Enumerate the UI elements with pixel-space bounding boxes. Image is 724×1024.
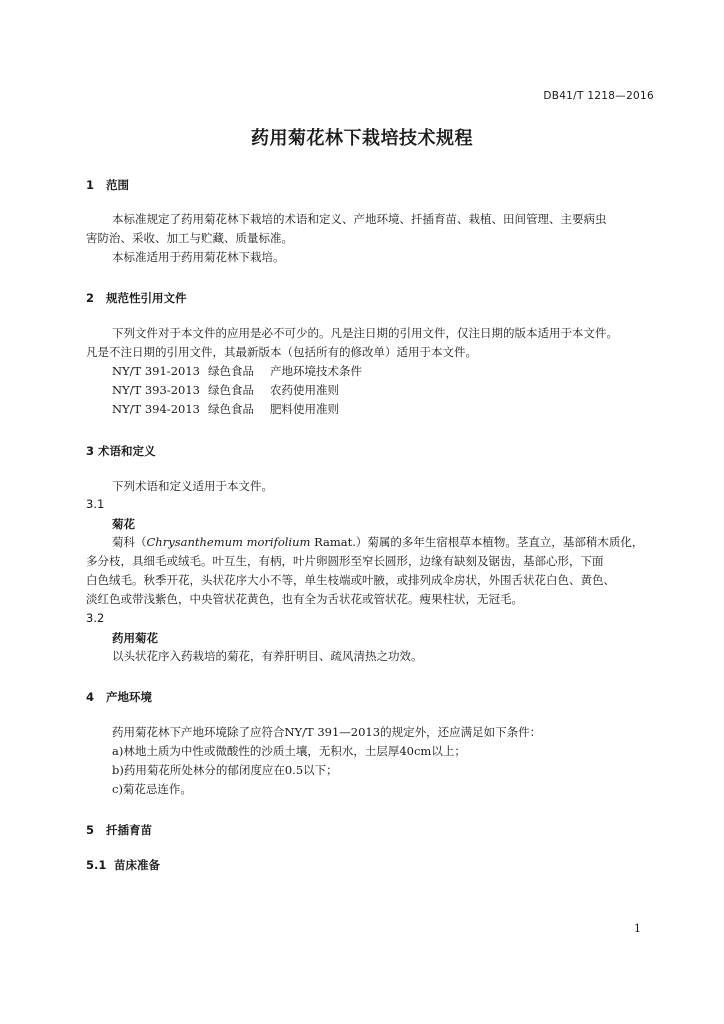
section-2-para-line-1: 下列文件对于本文件的应用是必不可少的。凡是注日期的引用文件，仅注日期的版本适用于本文件。: [112, 326, 618, 340]
section-5-number: 5: [86, 823, 95, 837]
section-1-title: 范围: [106, 178, 129, 192]
latin-name: Chrysanthemum morifolium: [146, 535, 311, 549]
section-1-para-2: 本标准适用于药用菊花林下栽培。: [112, 250, 285, 264]
condition-item: b)药用菊花所处林分的郁闭度应在0.5以下；: [112, 763, 338, 777]
def-prefix: 菊科（: [112, 535, 147, 549]
reference-name: 产地环境技术条件: [270, 364, 362, 378]
reference-code: NY/T 394-2013: [112, 402, 200, 416]
section-4-title: 产地环境: [106, 690, 152, 704]
section-3-number: 3: [86, 444, 95, 458]
page-number: 1: [634, 922, 641, 935]
term-medicinal-chrysanthemum: 药用菊花: [112, 631, 158, 645]
section-1-number: 1: [86, 178, 95, 192]
reference-category: 绿色食品: [208, 402, 254, 416]
reference-name: 农药使用准则: [270, 383, 339, 397]
reference-category: 绿色食品: [208, 383, 254, 397]
reference-code: NY/T 393-2013: [112, 383, 200, 397]
section-2-title: 规范性引用文件: [106, 291, 187, 305]
section-2-para-line-2: 凡是不注日期的引用文件，其最新版本（包括所有的修改单）适用于本文件。: [86, 345, 477, 359]
term-chrysanthemum-def-line-1: [112, 533, 643, 552]
section-1-para-1-line-1: 本标准规定了药用菊花林下栽培的术语和定义、产地环境、扦插育苗、栽植、田间管理、主要病虫: [112, 212, 607, 226]
reference-code: NY/T 391-2013: [112, 364, 200, 378]
reference-item: [112, 400, 339, 419]
clause-5-1-number: 5.1: [86, 858, 107, 872]
section-4-intro: 药用菊花林下产地环境除了应符合NY/T 391—2013的规定外，还应满足如下条件：: [112, 725, 542, 739]
section-5-title: 扦插育苗: [106, 823, 152, 837]
term-chrysanthemum: 菊花: [112, 517, 135, 531]
reference-item: [112, 381, 339, 400]
section-3-title: 术语和定义: [98, 444, 156, 458]
standard-code: DB41/T 1218—2016: [543, 90, 654, 102]
term-chrysanthemum-def-line-2: 多分枝，具细毛或绒毛。叶互生，有柄，叶片卵圆形至窄长圆形，边缘有缺刻及锯齿，基部心形，下面: [86, 554, 604, 568]
section-3-intro: 下列术语和定义适用于本文件。: [112, 479, 273, 493]
clause-3-2-number: 3.2: [86, 611, 105, 625]
reference-name: 肥料使用准则: [270, 402, 339, 416]
section-4-heading: [86, 689, 152, 705]
section-1-para-1-line-2: 害防治、采收、加工与贮藏、质量标准。: [86, 231, 293, 245]
section-3-heading: [86, 443, 156, 459]
section-5-heading: [86, 822, 152, 838]
clause-5-1-title: 苗床准备: [114, 858, 160, 872]
section-4-number: 4: [86, 690, 95, 704]
condition-item: c)菊花忌连作。: [112, 782, 192, 796]
section-2-number: 2: [86, 291, 95, 305]
clause-5-1-heading: [86, 857, 160, 873]
section-1-heading: [86, 177, 129, 193]
section-2-heading: [86, 290, 187, 306]
term-medicinal-chrysanthemum-def: 以头状花序入药栽培的菊花，有养肝明目、疏风清热之功效。: [112, 649, 423, 663]
def-author: Ramat.）菊属的多年生宿根草本植物。茎直立，基部稍木质化，: [310, 535, 644, 549]
clause-3-1-number: 3.1: [86, 497, 105, 511]
document-title: 药用菊花林下栽培技术规程: [251, 128, 473, 149]
term-chrysanthemum-def-line-3: 白色绒毛。秋季开花，头状花序大小不等，单生枝端或叶腋，或排列成伞房状，外围舌状花白色、黄色、: [86, 573, 615, 587]
term-chrysanthemum-def-line-4: 淡红色或带浅紫色，中央管状花黄色，也有全为舌状花或管状花。瘦果柱状，无冠毛。: [86, 592, 523, 606]
condition-item: a)林地土质为中性或微酸性的沙质土壤，无积水，土层厚40cm以上；: [112, 744, 466, 758]
reference-item: [112, 362, 362, 381]
reference-category: 绿色食品: [208, 364, 254, 378]
